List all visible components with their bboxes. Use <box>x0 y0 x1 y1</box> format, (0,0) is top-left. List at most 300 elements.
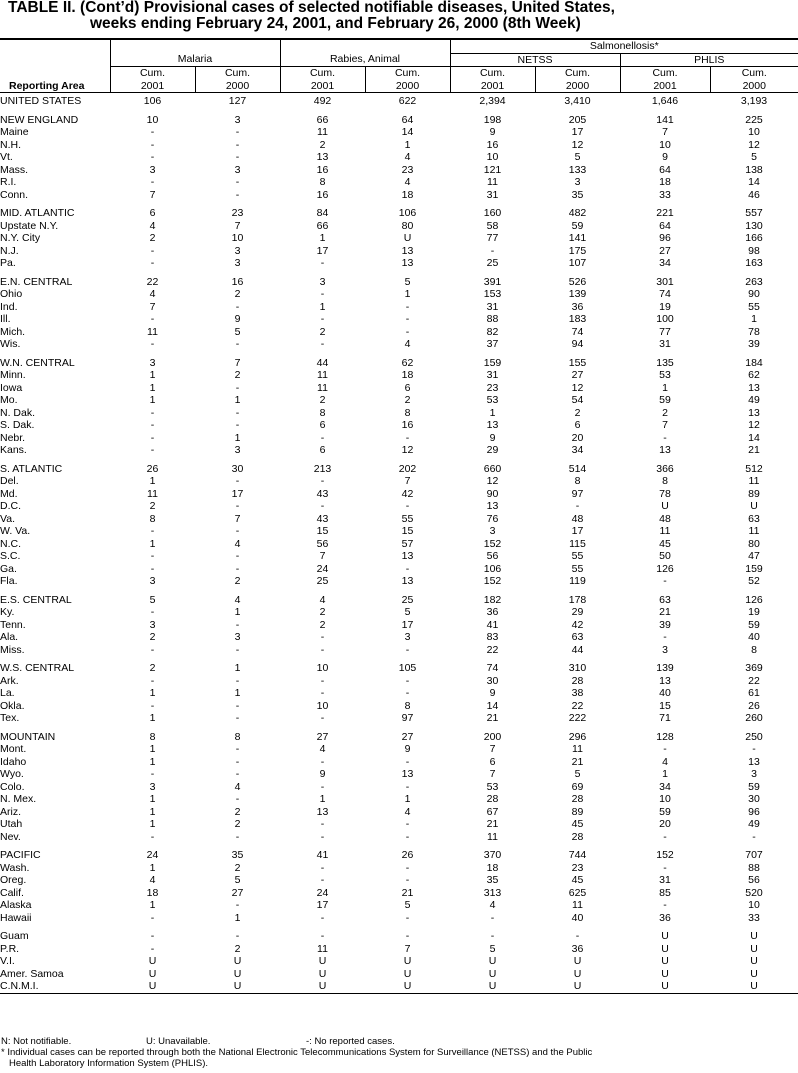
reporting-area-cell: Del. <box>0 475 19 487</box>
value-cell: 66 <box>316 219 329 232</box>
value-cell: 1 <box>319 300 326 313</box>
value-cell: 9 <box>319 768 326 780</box>
value-cell: 69 <box>571 780 584 793</box>
value-cell: - <box>150 419 155 431</box>
reporting-area-cell: Wyo. <box>0 768 24 780</box>
value-cell: 13 <box>401 768 414 780</box>
value-cell: 10 <box>748 126 760 138</box>
value-cell: - <box>405 818 410 830</box>
value-cell: 74 <box>571 325 584 338</box>
table-row <box>0 444 798 457</box>
value-cell: 41 <box>316 849 329 861</box>
value-cell: 34 <box>571 444 584 456</box>
value-cell: 18 <box>659 176 671 188</box>
value-cell: - <box>320 338 325 350</box>
table-row <box>0 631 798 644</box>
value-cell: 27 <box>231 886 244 899</box>
reporting-area-cell: Mich. <box>0 325 26 338</box>
value-cell: 3 <box>149 618 156 631</box>
value-cell: - <box>150 244 155 257</box>
value-cell: 53 <box>486 780 499 793</box>
value-cell: 6 <box>574 419 581 431</box>
value-cell: 45 <box>659 537 671 550</box>
value-cell: U <box>750 942 758 955</box>
reporting-area-cell: Tenn. <box>0 618 26 631</box>
value-cell: 26 <box>748 699 760 712</box>
value-cell: 12 <box>748 138 760 151</box>
value-cell: 159 <box>745 562 763 575</box>
header-year-2000: 2000 <box>710 80 798 93</box>
value-cell: 11 <box>317 381 328 394</box>
title-line-2: weeks ending February 24, 2001, and February 26, 2000 (8th Week) <box>90 15 581 32</box>
value-cell: 98 <box>748 244 760 257</box>
value-cell: 13 <box>316 805 329 818</box>
value-cell: 163 <box>745 257 763 269</box>
value-cell: - <box>663 743 667 755</box>
value-cell: 25 <box>316 575 329 587</box>
value-cell: 42 <box>401 487 414 500</box>
value-cell: 2 <box>574 406 581 419</box>
value-cell: 2 <box>234 861 241 874</box>
value-cell: - <box>150 606 155 618</box>
value-cell: 6 <box>319 444 326 456</box>
value-cell: 39 <box>659 618 671 631</box>
header-row-2 <box>0 53 798 67</box>
value-cell: 152 <box>483 537 502 550</box>
value-cell: - <box>235 930 240 942</box>
footnote-salmonellosis-line-2: Health Laboratory Information System (PHLIS). <box>9 1058 209 1069</box>
value-cell: 200 <box>483 730 502 743</box>
reporting-area-cell: E.S. CENTRAL <box>0 593 72 606</box>
value-cell: 7 <box>149 188 156 201</box>
reporting-area-cell: Conn. <box>0 188 29 201</box>
value-cell: 16 <box>486 138 499 151</box>
value-cell: 45 <box>571 874 584 886</box>
value-cell: 77 <box>486 232 499 244</box>
value-cell: 8 <box>574 475 581 487</box>
value-cell: 88 <box>748 861 760 874</box>
value-cell: 13 <box>748 381 760 394</box>
value-cell: 1 <box>149 755 156 768</box>
value-cell: 28 <box>571 830 584 843</box>
table-row <box>0 818 798 831</box>
header-year-2001: 2001 <box>280 80 365 93</box>
value-cell: - <box>235 899 240 911</box>
table-row <box>0 831 798 844</box>
value-cell: U <box>710 980 798 993</box>
value-cell: 2 <box>234 575 241 587</box>
value-cell: 20 <box>659 818 671 830</box>
value-cell: 8 <box>234 730 241 743</box>
value-cell: - <box>490 244 495 257</box>
value-cell: 59 <box>659 394 671 406</box>
value-cell: 2 <box>234 369 241 381</box>
value-cell: 4 <box>404 338 411 350</box>
value-cell: 7 <box>234 512 241 525</box>
value-cell: - <box>405 930 410 942</box>
reporting-area-cell: N.H. <box>0 138 21 151</box>
value-cell: U <box>110 980 195 993</box>
value-cell: 2 <box>319 325 326 338</box>
value-cell: 9 <box>662 151 668 163</box>
value-cell: 12 <box>571 138 584 151</box>
value-cell: 8 <box>751 643 757 656</box>
value-cell: - <box>663 431 667 444</box>
value-cell: 133 <box>568 163 587 176</box>
value-cell: 33 <box>748 911 760 924</box>
value-cell: 5 <box>234 325 241 338</box>
value-cell: 28 <box>571 674 584 687</box>
value-cell: U <box>535 980 620 993</box>
value-cell: 16 <box>231 275 244 288</box>
header-malaria: Malaria <box>110 53 280 67</box>
value-cell: 6 <box>149 207 156 219</box>
value-cell: 135 <box>656 356 674 369</box>
value-cell: 31 <box>659 338 671 350</box>
reporting-area-cell: Mont. <box>0 743 27 755</box>
value-cell: 64 <box>659 163 671 176</box>
value-cell: 40 <box>659 687 671 699</box>
value-cell: - <box>320 780 325 793</box>
value-cell: 62 <box>748 369 760 381</box>
value-cell: 10 <box>146 113 159 126</box>
value-cell: 47 <box>748 550 760 562</box>
value-cell: 52 <box>748 575 760 587</box>
value-cell: 74 <box>486 662 499 674</box>
value-cell: 84 <box>316 207 329 219</box>
table-row <box>0 457 798 476</box>
value-cell: 4 <box>489 899 496 911</box>
reporting-area-cell: N.J. <box>0 244 19 257</box>
value-cell: 7 <box>662 126 668 138</box>
value-cell: - <box>405 500 410 512</box>
reporting-area-cell: S. Dak. <box>0 419 35 431</box>
value-cell: - <box>235 712 240 724</box>
value-cell: 2 <box>234 942 241 955</box>
value-cell: 526 <box>568 275 587 288</box>
legend-no-reported-cases: -: No reported cases. <box>306 1036 395 1047</box>
value-cell: 12 <box>748 419 760 431</box>
value-cell: - <box>320 818 325 830</box>
table-row <box>0 943 798 956</box>
table-body <box>0 93 798 994</box>
value-cell: 20 <box>571 431 584 444</box>
value-cell: 7 <box>489 768 496 780</box>
value-cell: 106 <box>398 207 417 219</box>
notifiable-diseases-table <box>0 38 798 994</box>
value-cell: 221 <box>656 207 674 219</box>
value-cell: 10 <box>659 793 671 805</box>
value-cell: 2 <box>149 232 156 244</box>
value-cell: 74 <box>659 288 671 300</box>
value-cell: - <box>320 500 325 512</box>
table-row <box>0 687 798 700</box>
reporting-area-cell: PACIFIC <box>0 849 41 861</box>
value-cell: - <box>150 313 155 325</box>
reporting-area-cell: N.Y. City <box>0 232 41 244</box>
reporting-area-cell: Amer. Samoa <box>0 967 64 980</box>
value-cell: 36 <box>571 300 584 313</box>
value-cell: - <box>150 942 155 955</box>
value-cell: 25 <box>401 593 414 606</box>
value-cell: 622 <box>398 95 417 107</box>
value-cell: 5 <box>149 593 156 606</box>
value-cell: - <box>752 743 756 755</box>
value-cell: 11 <box>317 942 328 955</box>
value-cell: 4 <box>319 743 326 755</box>
value-cell: - <box>150 151 155 163</box>
reporting-area-cell: W. Va. <box>0 525 31 537</box>
table-row <box>0 270 798 289</box>
value-cell: 12 <box>571 381 584 394</box>
table-row <box>0 563 798 576</box>
table-row <box>0 538 798 551</box>
value-cell: 42 <box>571 618 584 631</box>
value-cell: - <box>235 830 240 843</box>
table-row <box>0 700 798 713</box>
value-cell: 1 <box>404 138 411 151</box>
reporting-area-cell: Upstate N.Y. <box>0 219 59 232</box>
reporting-area-cell: W.N. CENTRAL <box>0 356 75 369</box>
table-row <box>0 407 798 420</box>
reporting-area-cell: Pa. <box>0 257 16 269</box>
value-cell: 71 <box>659 712 671 724</box>
value-cell: - <box>150 562 155 575</box>
value-cell: U <box>233 967 242 980</box>
table-row <box>0 369 798 382</box>
value-cell: 139 <box>568 288 587 300</box>
value-cell: 14 <box>748 431 760 444</box>
value-cell: 106 <box>143 95 162 107</box>
value-cell: 54 <box>571 394 584 406</box>
value-cell: - <box>150 768 155 780</box>
value-cell: 1 <box>662 381 668 394</box>
value-cell: 121 <box>483 163 502 176</box>
value-cell: 4 <box>404 151 411 163</box>
reporting-area-cell: Ga. <box>0 562 17 575</box>
value-cell: 7 <box>489 743 496 755</box>
value-cell: 11 <box>317 126 328 138</box>
value-cell: 166 <box>745 232 763 244</box>
value-cell: U <box>365 980 450 993</box>
table-row <box>0 176 798 189</box>
value-cell: 11 <box>659 525 671 537</box>
reporting-area-cell: Wash. <box>0 861 30 874</box>
value-cell: 56 <box>486 550 499 562</box>
value-cell: 14 <box>401 126 414 138</box>
value-cell: 2 <box>234 805 241 818</box>
value-cell: 34 <box>659 257 671 269</box>
value-cell: 127 <box>228 95 247 107</box>
value-cell: - <box>150 643 155 656</box>
value-cell: 17 <box>571 126 584 138</box>
value-cell: 17 <box>571 525 584 537</box>
value-cell: 39 <box>748 338 760 350</box>
reporting-area-cell: N. Dak. <box>0 406 36 419</box>
reporting-area-cell: S. ATLANTIC <box>0 462 63 475</box>
value-cell: 138 <box>745 163 763 176</box>
header-year-2000: 2000 <box>195 80 280 93</box>
table-row <box>0 806 798 819</box>
value-cell: 1,646 <box>651 95 679 107</box>
value-cell: U <box>148 967 157 980</box>
table-row <box>0 768 798 781</box>
value-cell: 182 <box>483 593 502 606</box>
value-cell: 18 <box>486 861 499 874</box>
value-cell: 27 <box>316 730 329 743</box>
table-row <box>0 419 798 432</box>
value-cell: - <box>150 431 155 444</box>
value-cell: 43 <box>316 512 329 525</box>
value-cell: - <box>320 257 325 269</box>
value-cell: - <box>235 419 240 431</box>
value-cell: - <box>235 674 240 687</box>
header-netss: NETSS <box>450 53 620 67</box>
header-cum: Cum. <box>450 67 535 80</box>
value-cell: 1 <box>149 394 156 406</box>
value-cell: 36 <box>486 606 499 618</box>
value-cell: 1 <box>404 793 411 805</box>
value-cell: 128 <box>656 730 674 743</box>
value-cell: 85 <box>659 886 671 899</box>
footnotes <box>0 1036 798 1069</box>
value-cell: U <box>750 930 758 942</box>
value-cell: 18 <box>146 886 159 899</box>
value-cell: 13 <box>316 151 329 163</box>
reporting-area-cell: Ohio <box>0 288 23 300</box>
value-cell: - <box>405 911 410 924</box>
value-cell: 9 <box>404 743 411 755</box>
value-cell: 31 <box>486 369 499 381</box>
value-cell: 3 <box>319 275 326 288</box>
header-cum: Cum. <box>535 67 620 80</box>
reporting-area-cell: S.C. <box>0 550 21 562</box>
value-cell: - <box>405 687 410 699</box>
value-cell: 35 <box>486 874 499 886</box>
value-cell: 13 <box>401 575 414 587</box>
value-cell: 11 <box>147 487 158 500</box>
value-cell: 89 <box>571 805 584 818</box>
value-cell: 46 <box>748 188 760 201</box>
header-cum: Cum. <box>280 67 365 80</box>
reporting-area-cell: Miss. <box>0 643 25 656</box>
value-cell: - <box>150 525 155 537</box>
reporting-area-cell: MOUNTAIN <box>0 730 56 743</box>
table-row <box>0 980 798 993</box>
reporting-area-cell: Maine <box>0 126 29 138</box>
value-cell: 35 <box>231 849 244 861</box>
value-cell: 115 <box>569 537 586 550</box>
value-cell: 59 <box>748 780 760 793</box>
value-cell: 23 <box>231 207 244 219</box>
value-cell: - <box>235 562 240 575</box>
value-cell: - <box>663 861 667 874</box>
value-cell: 213 <box>313 462 332 475</box>
value-cell: 10 <box>486 151 499 163</box>
value-cell: 30 <box>486 674 499 687</box>
value-cell: 21 <box>748 444 760 456</box>
reporting-area-cell: Okla. <box>0 699 25 712</box>
value-cell: 24 <box>316 562 329 575</box>
table-row <box>0 912 798 925</box>
value-cell: 175 <box>568 244 587 257</box>
table-row <box>0 313 798 326</box>
value-cell: 64 <box>659 219 671 232</box>
value-cell: 5 <box>489 942 496 955</box>
value-cell: 1 <box>149 475 156 487</box>
value-cell: 22 <box>571 699 584 712</box>
table-row <box>0 394 798 407</box>
value-cell: 366 <box>656 462 674 475</box>
value-cell: 3 <box>149 163 156 176</box>
value-cell: 107 <box>568 257 587 269</box>
value-cell: 78 <box>659 487 671 500</box>
value-cell: - <box>235 643 240 656</box>
value-cell: 296 <box>568 730 587 743</box>
value-cell: 3 <box>489 525 496 537</box>
value-cell: 301 <box>656 275 674 288</box>
value-cell: 3,193 <box>740 95 768 107</box>
table-row <box>0 93 798 108</box>
value-cell: 27 <box>571 369 584 381</box>
reporting-area-cell: Iowa <box>0 381 23 394</box>
value-cell: 152 <box>656 849 674 861</box>
value-cell: U <box>750 500 758 512</box>
value-cell: - <box>405 861 410 874</box>
value-cell: 126 <box>656 562 674 575</box>
value-cell: - <box>235 793 240 805</box>
value-cell: 3 <box>574 176 581 188</box>
value-cell: 67 <box>486 805 499 818</box>
value-cell: 5 <box>404 275 411 288</box>
value-cell: - <box>320 755 325 768</box>
value-cell: 3 <box>234 257 241 269</box>
value-cell: - <box>150 257 155 269</box>
value-cell: 5 <box>751 151 757 163</box>
value-cell: - <box>320 288 325 300</box>
value-cell: 29 <box>486 444 499 456</box>
reporting-area-cell: Ky. <box>0 606 15 618</box>
value-cell: 520 <box>745 886 763 899</box>
value-cell: - <box>150 699 155 712</box>
value-cell: 16 <box>401 419 414 431</box>
value-cell: 24 <box>146 849 159 861</box>
table-row <box>0 712 798 725</box>
reporting-area-cell: Nev. <box>0 830 21 843</box>
header-row-cum <box>0 67 798 80</box>
reporting-area-cell: Utah <box>0 818 23 830</box>
value-cell: - <box>752 830 756 843</box>
value-cell: 83 <box>486 631 499 643</box>
value-cell: 13 <box>748 406 760 419</box>
value-cell: 130 <box>745 219 763 232</box>
value-cell: 53 <box>486 394 499 406</box>
value-cell: - <box>663 830 667 843</box>
value-cell: 1 <box>149 861 156 874</box>
value-cell: 53 <box>659 369 671 381</box>
value-cell: 19 <box>748 606 760 618</box>
value-cell: - <box>320 631 325 643</box>
value-cell: - <box>235 138 240 151</box>
value-cell: 40 <box>571 911 584 924</box>
value-cell: - <box>235 188 240 201</box>
value-cell: - <box>405 313 410 325</box>
table-row <box>0 513 798 526</box>
table-row <box>0 151 798 164</box>
reporting-area-cell: UNITED STATES <box>0 95 82 107</box>
value-cell: 30 <box>231 462 244 475</box>
value-cell: 514 <box>568 462 587 475</box>
